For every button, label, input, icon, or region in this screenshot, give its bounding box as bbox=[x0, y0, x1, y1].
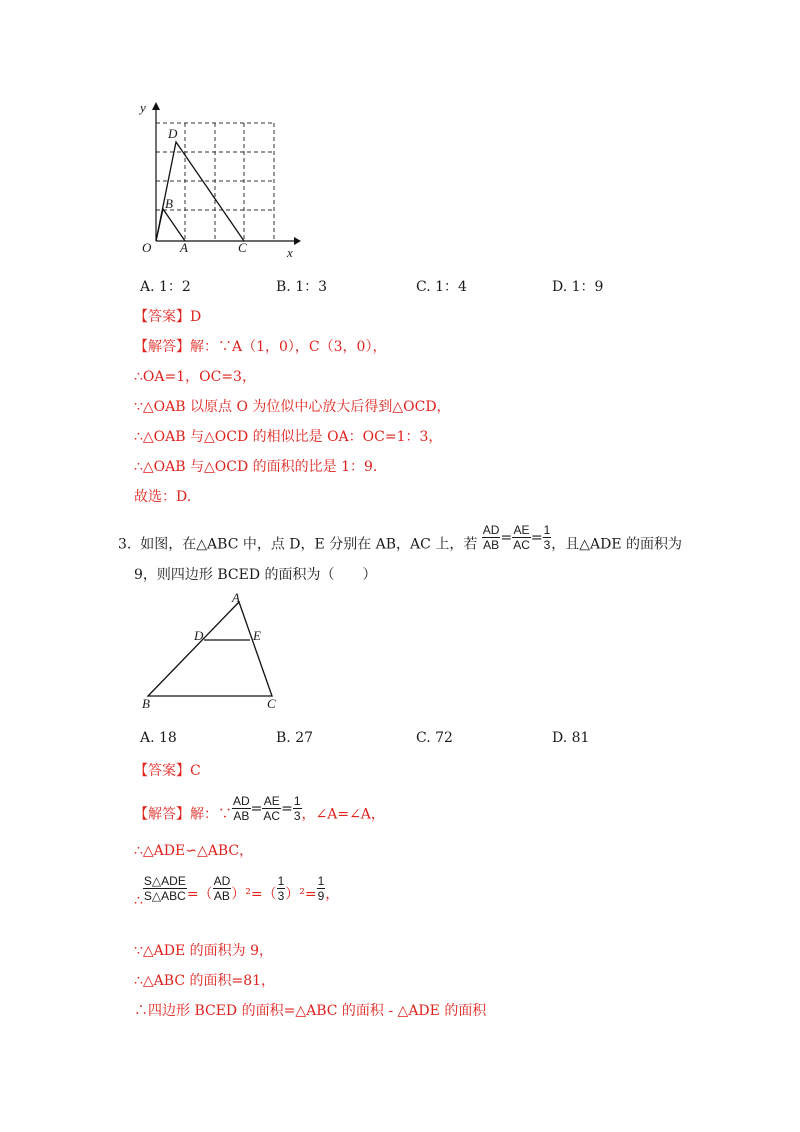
fraction-denominator: 3 bbox=[277, 889, 285, 903]
q2-answer bbox=[134, 306, 201, 326]
fraction-numerator: S△ADE bbox=[143, 874, 186, 888]
q3-answer bbox=[134, 760, 201, 780]
fig1-label-y: y bbox=[140, 100, 146, 115]
q3-solution-line-4: ∵△ADE 的面积为 9， bbox=[134, 943, 274, 959]
fraction-numerator: AD bbox=[213, 874, 231, 888]
solution-text: ）²=（ bbox=[231, 886, 277, 903]
q3-solution-line-5: ∴△ABC 的面积=81， bbox=[134, 973, 276, 989]
q2-solution-line-1 bbox=[134, 336, 386, 356]
q2-solution-line-4: ∴△OAB 与△OCD 的相似比是 OA：OC=1：3， bbox=[134, 429, 443, 445]
fraction-denominator: S△ABC bbox=[143, 889, 186, 903]
fraction-denominator: AB bbox=[233, 809, 250, 823]
fraction-one-third bbox=[543, 523, 552, 552]
q3-solution-line-6: ∴四边形 BCED 的面积=△ABC 的面积 - △ADE 的面积 bbox=[134, 1003, 487, 1019]
solution-text: 解：∵A（1，0），C（3，0）， bbox=[190, 339, 387, 355]
option-text: 81 bbox=[571, 730, 590, 746]
fraction-denominator: AC bbox=[513, 538, 530, 552]
q2-solution-line-2: ∴OA=1，OC=3， bbox=[134, 369, 256, 385]
fraction-ad-ab bbox=[482, 523, 501, 552]
fig1-label-d: D bbox=[168, 126, 178, 141]
fraction-ad-ab bbox=[232, 794, 251, 823]
option-text: 1：3 bbox=[295, 279, 328, 295]
fraction-denominator: AB bbox=[213, 889, 230, 903]
q3-option-d[interactable] bbox=[552, 730, 589, 746]
fraction-numerator: 1 bbox=[277, 874, 285, 888]
fig1-label-b: B bbox=[165, 196, 173, 211]
triangle-figure bbox=[140, 592, 290, 714]
fig2-label-d: D bbox=[194, 628, 204, 643]
fraction-numerator: AE bbox=[513, 523, 530, 537]
q3-solution-line-3 bbox=[134, 874, 340, 909]
triangle-abc bbox=[148, 602, 272, 696]
option-text: 18 bbox=[159, 730, 177, 746]
fig2-label-c: C bbox=[267, 696, 276, 711]
answer-label: 【答案】 bbox=[134, 309, 190, 325]
stem-text-a: 如图，在△ABC 中，点 D，E 分别在 AB，AC 上，若 bbox=[140, 536, 478, 553]
solution-text: =（ bbox=[186, 886, 213, 903]
fraction-one-third bbox=[277, 874, 286, 903]
option-text: 27 bbox=[295, 730, 314, 746]
q3-option-c[interactable] bbox=[416, 730, 453, 746]
option-letter: B. bbox=[276, 730, 291, 746]
q3-solution-line-2: ∴△ADE∽△ABC， bbox=[134, 843, 254, 859]
triangle-ocd bbox=[156, 142, 244, 241]
equals-sign: = bbox=[281, 800, 293, 817]
answer-value: C bbox=[190, 763, 201, 779]
fraction-one-ninth bbox=[317, 874, 326, 903]
fraction-numerator: 1 bbox=[543, 523, 551, 537]
answer-value: D bbox=[190, 309, 202, 325]
option-text: 72 bbox=[435, 730, 453, 746]
fig1-label-c: C bbox=[238, 240, 247, 255]
fraction-numerator: 1 bbox=[317, 874, 325, 888]
q3-solution-line-1 bbox=[134, 794, 385, 829]
q2-option-d[interactable] bbox=[552, 276, 603, 296]
solution-text: ，∠A=∠A， bbox=[301, 806, 385, 823]
fraction-numerator: AE bbox=[263, 794, 280, 808]
stem-text-b: ，且△ADE 的面积为 bbox=[551, 536, 683, 553]
fig2-label-b: B bbox=[142, 696, 150, 711]
q3-option-b[interactable] bbox=[276, 730, 313, 746]
q2-solution-line-3: ∵△OAB 以原点 O 为位似中心放大后得到△OCD， bbox=[134, 399, 451, 415]
fraction-numerator: 1 bbox=[293, 794, 301, 808]
fraction-ae-ac bbox=[262, 794, 281, 823]
fraction-ae-ac bbox=[512, 523, 531, 552]
q2-option-b[interactable] bbox=[276, 276, 327, 296]
solution-label: 【解答】 bbox=[134, 806, 190, 823]
fraction-numerator: AD bbox=[482, 523, 500, 537]
fraction-ad-ab bbox=[213, 874, 232, 903]
fraction-denominator: 3 bbox=[293, 809, 301, 823]
fraction-numerator: AD bbox=[233, 794, 250, 808]
q2-option-a[interactable] bbox=[140, 276, 191, 296]
solution-text: ， bbox=[325, 886, 340, 903]
option-text: 1：9 bbox=[571, 279, 604, 295]
fig1-label-a: A bbox=[180, 240, 188, 255]
fraction-denominator: 3 bbox=[543, 538, 551, 552]
q2-solution-line-6: 故选：D. bbox=[134, 489, 192, 505]
therefore-symbol: ∴ bbox=[134, 892, 143, 909]
fig2-label-a: A bbox=[232, 592, 240, 605]
q3-stem-line-2: 9，则四边形 BCED 的面积为（ ） bbox=[134, 567, 377, 583]
fig1-label-x: x bbox=[287, 245, 293, 260]
option-letter: D. bbox=[552, 730, 568, 746]
fraction-denominator: AC bbox=[263, 809, 281, 823]
equals-sign: = bbox=[530, 529, 543, 546]
solution-text: 解：∵ bbox=[190, 806, 232, 823]
q2-option-c[interactable] bbox=[416, 276, 467, 296]
option-letter: C. bbox=[416, 279, 431, 295]
triangle-oab bbox=[156, 209, 185, 241]
coordinate-figure bbox=[134, 96, 314, 261]
fig2-label-e: E bbox=[253, 628, 261, 643]
option-text: 1：2 bbox=[159, 279, 191, 295]
equals-sign: = bbox=[250, 800, 263, 817]
y-axis-arrow-icon bbox=[152, 102, 160, 110]
equals-sign: = bbox=[500, 529, 513, 546]
x-axis-arrow-icon bbox=[294, 237, 301, 245]
question-number: 3. bbox=[118, 536, 132, 553]
fraction-area-ratio bbox=[143, 874, 187, 903]
fraction-one-third bbox=[293, 794, 302, 823]
option-letter: C. bbox=[416, 730, 431, 746]
option-letter: D. bbox=[552, 279, 568, 295]
fraction-denominator: 9 bbox=[317, 889, 325, 903]
solution-text: ）²= bbox=[285, 886, 317, 903]
answer-label: 【答案】 bbox=[134, 763, 190, 779]
q3-option-a[interactable] bbox=[140, 730, 177, 746]
option-letter: B. bbox=[276, 279, 291, 295]
option-letter: A. bbox=[140, 279, 155, 295]
option-letter: A. bbox=[140, 730, 155, 746]
option-text: 1：4 bbox=[435, 279, 467, 295]
fraction-denominator: AB bbox=[483, 538, 500, 552]
q3-stem-line-1 bbox=[118, 523, 683, 559]
solution-label: 【解答】 bbox=[134, 339, 190, 355]
q2-solution-line-5: ∴△OAB 与△OCD 的面积的比是 1：9. bbox=[134, 459, 378, 475]
fig1-label-o: O bbox=[142, 240, 152, 255]
